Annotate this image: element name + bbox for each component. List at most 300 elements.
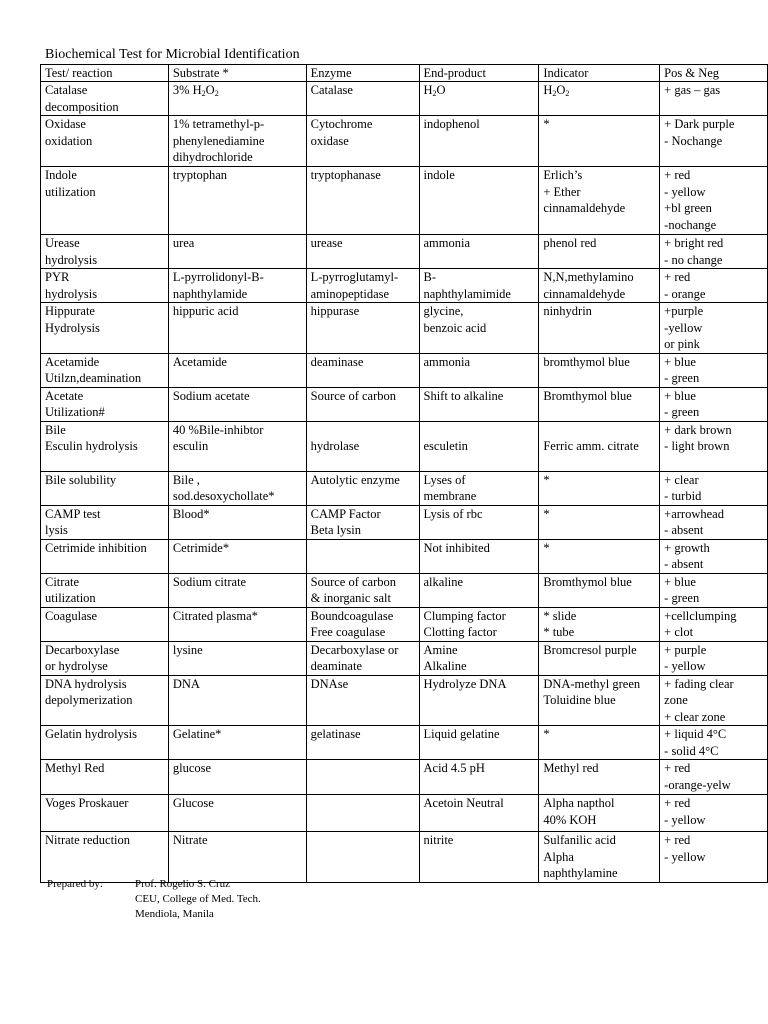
cell-line: Bile	[45, 422, 66, 437]
table-row	[41, 471, 768, 505]
table-row	[41, 607, 768, 641]
cell-line: indophenol	[423, 117, 480, 131]
table-row	[41, 353, 768, 387]
cell-end-product	[419, 795, 539, 832]
cell-line: Boundcoagulase	[310, 608, 394, 623]
preparer-location: Mendiola, Manila	[135, 908, 214, 920]
cell-line: Source of carbon	[310, 574, 397, 589]
cell-test-reaction	[41, 760, 169, 795]
cell-line	[311, 422, 417, 439]
cell-line: Methyl red	[543, 761, 599, 775]
cell-line: Hydrolysis	[45, 320, 100, 335]
cell-line: Lysis of rbc	[423, 506, 483, 521]
cell-end-product	[419, 726, 539, 760]
cell-enzyme	[306, 471, 419, 505]
table-row	[41, 167, 768, 235]
cell-test-reaction	[41, 505, 169, 539]
cell-line: + gas – gas	[664, 83, 721, 97]
cell-line: Gelatin hydrolysis	[45, 727, 138, 741]
cell-line: - green	[664, 591, 700, 605]
cell-line: naphthylamine	[543, 866, 618, 880]
cell-line: dihydrochloride	[172, 150, 253, 164]
cell-end-product	[419, 607, 539, 641]
cell-line: Citrate	[45, 574, 80, 589]
cell-line: Alkaline	[423, 659, 467, 673]
cell-line: Liquid gelatine	[423, 727, 500, 741]
cell-test-reaction	[41, 675, 169, 726]
cell-line: + blue	[664, 574, 696, 589]
cell-line: hydrolase	[310, 439, 360, 453]
cell-line: Hippurate	[45, 304, 95, 318]
table-row	[41, 641, 768, 675]
cell-end-product	[419, 573, 539, 607]
cell-line: + Ether	[543, 184, 581, 199]
cell-enzyme	[306, 641, 419, 675]
cell-end-product	[419, 505, 539, 539]
cell-pos-neg	[660, 760, 768, 795]
table-header-row	[41, 65, 768, 82]
cell-line: Utilization#	[45, 405, 105, 419]
table-row	[41, 832, 768, 883]
cell-indicator	[539, 607, 660, 641]
cell-line: DNA hydrolysis	[45, 676, 127, 691]
cell-line: glucose	[172, 761, 212, 775]
table-row	[41, 675, 768, 726]
cell-pos-neg	[660, 167, 768, 235]
cell-line: $H_2O_2$	[543, 83, 570, 98]
cell-indicator	[539, 235, 660, 269]
cell-line: cinnamaldehyde	[543, 201, 626, 215]
cell-line: L-pyrroglutamyl-	[310, 270, 399, 284]
cell-enzyme	[306, 269, 419, 303]
cell-substrate	[168, 573, 306, 607]
cell-line: Utilzn,deamination	[45, 371, 142, 385]
cell-indicator	[539, 421, 660, 471]
cell-pos-neg	[660, 505, 768, 539]
cell-indicator	[539, 726, 660, 760]
cell-end-product	[419, 421, 539, 471]
cell-line: Acetoin Neutral	[423, 796, 504, 810]
preparer-name: Prof. Rogelio S. Cruz	[135, 878, 231, 890]
cell-line	[311, 540, 417, 557]
cell-line: Not inhibited	[423, 540, 490, 555]
cell-pos-neg	[660, 539, 768, 573]
header-test-reaction: Test/ reaction	[41, 65, 169, 82]
cell-line: 40 %Bile-inhibtor	[172, 422, 264, 437]
cell-line: phenol red	[543, 236, 597, 250]
cell-line: utilization	[45, 591, 96, 605]
cell-enzyme	[306, 607, 419, 641]
cell-pos-neg	[660, 303, 768, 354]
cell-pos-neg	[660, 641, 768, 675]
cell-substrate	[168, 675, 306, 726]
cell-enzyme	[306, 353, 419, 387]
cell-line: hippuric acid	[172, 304, 239, 318]
cell-substrate	[168, 353, 306, 387]
cell-line: Decarboxylase	[45, 642, 120, 657]
header-indicator: Indicator	[539, 65, 660, 82]
cell-pos-neg	[660, 607, 768, 641]
cell-line: ninhydrin	[543, 304, 592, 318]
cell-line: or pink	[664, 337, 700, 351]
cell-line: Acetamide	[45, 354, 100, 369]
cell-line: - yellow	[664, 184, 706, 199]
cell-test-reaction	[41, 641, 169, 675]
cell-substrate	[168, 471, 306, 505]
cell-line: +bl green	[664, 201, 712, 215]
cell-line: - solid 4°C	[664, 743, 719, 758]
cell-test-reaction	[41, 235, 169, 269]
cell-line: & inorganic salt	[310, 591, 391, 605]
cell-line: Citrated plasma*	[172, 608, 258, 623]
cell-line: 1% tetramethyl-p-	[172, 117, 265, 131]
cell-substrate	[168, 505, 306, 539]
cell-line: lysis	[45, 523, 68, 537]
cell-line: Catalase	[45, 83, 88, 97]
cell-line: - absent	[664, 523, 704, 537]
cell-end-product	[419, 303, 539, 354]
cell-line: Methyl Red	[45, 761, 105, 775]
cell-line: + blue	[664, 354, 696, 369]
cell-line: glycine,	[423, 304, 464, 318]
cell-line: sod.desoxychollate*	[172, 489, 275, 503]
cell-line: * tube	[543, 625, 575, 639]
cell-pos-neg	[660, 353, 768, 387]
cell-pos-neg	[660, 421, 768, 471]
cell-end-product	[419, 675, 539, 726]
cell-test-reaction	[41, 303, 169, 354]
cell-enzyme	[306, 421, 419, 471]
cell-line: hydrolysis	[45, 286, 98, 301]
cell-line: + liquid 4°C	[664, 727, 727, 741]
cell-line: aminopeptidase	[310, 286, 390, 301]
cell-line: esculetin	[423, 439, 468, 453]
cell-line: *	[543, 727, 550, 741]
cell-pos-neg	[660, 116, 768, 167]
preparer-institution: CEU, College of Med. Tech.	[135, 893, 261, 905]
cell-indicator	[539, 760, 660, 795]
cell-line: Clumping factor	[423, 608, 506, 623]
cell-line: Cytochrome	[310, 117, 373, 131]
cell-line: Gelatine*	[172, 727, 222, 741]
cell-line: Indole	[45, 168, 77, 182]
cell-indicator	[539, 675, 660, 726]
cell-line: - green	[664, 371, 700, 385]
cell-pos-neg	[660, 269, 768, 303]
cell-enzyme	[306, 82, 419, 116]
cell-line: Blood*	[172, 506, 210, 521]
cell-enzyme	[306, 539, 419, 573]
cell-line: - light brown	[664, 439, 730, 453]
cell-line: CAMP test	[45, 506, 101, 521]
cell-enzyme	[306, 167, 419, 235]
document-title: Biochemical Test for Microbial Identification	[45, 47, 300, 62]
cell-line: - green	[664, 405, 700, 419]
cell-enzyme	[306, 387, 419, 421]
cell-substrate	[168, 760, 306, 795]
cell-line: 3% $H_2O_2$	[172, 83, 219, 98]
cell-line: DNAse	[310, 676, 349, 691]
cell-line	[311, 760, 417, 777]
cell-line: Nitrate reduction	[45, 833, 131, 847]
cell-line: + bright red	[664, 236, 724, 250]
cell-indicator	[539, 387, 660, 421]
cell-line: Nitrate	[172, 833, 208, 847]
cell-line: L-pyrrolidonyl-B-	[172, 270, 264, 284]
cell-line: urease	[310, 236, 343, 250]
cell-line: Alpha napthol	[543, 796, 615, 810]
table-row	[41, 387, 768, 421]
cell-indicator	[539, 795, 660, 832]
cell-pos-neg	[660, 82, 768, 116]
cell-line: alkaline	[423, 574, 464, 589]
cell-line: ammonia	[423, 236, 471, 250]
cell-line: + red	[664, 761, 691, 775]
header-end-product: End-product	[419, 65, 539, 82]
cell-line: -yellow	[664, 320, 703, 335]
table-row	[41, 573, 768, 607]
cell-end-product	[419, 116, 539, 167]
cell-substrate	[168, 832, 306, 883]
cell-enzyme	[306, 235, 419, 269]
cell-line: depolymerization	[45, 693, 133, 707]
cell-line: + purple	[664, 642, 707, 657]
cell-test-reaction	[41, 167, 169, 235]
table-row	[41, 539, 768, 573]
cell-end-product	[419, 539, 539, 573]
cell-line: Acid 4.5 pH	[423, 761, 485, 775]
table-row	[41, 760, 768, 795]
cell-test-reaction	[41, 421, 169, 471]
cell-line: Cetrimide inhibition	[45, 540, 147, 555]
cell-line: - yellow	[664, 812, 706, 827]
cell-line: Oxidase	[45, 117, 86, 131]
cell-end-product	[419, 641, 539, 675]
cell-line: Coagulase	[45, 608, 98, 623]
cell-test-reaction	[41, 269, 169, 303]
cell-line: + clear	[664, 472, 699, 487]
cell-line: Acetamide	[172, 354, 227, 369]
cell-end-product	[419, 353, 539, 387]
cell-line: Free coagulase	[310, 625, 386, 639]
cell-line: + red	[664, 833, 691, 847]
cell-line: + red	[664, 270, 691, 284]
cell-line: +cellclumping	[664, 608, 737, 623]
cell-substrate	[168, 795, 306, 832]
cell-line: - absent	[664, 557, 704, 571]
cell-line: Beta lysin	[310, 523, 361, 537]
prepared-by-label: Prepared by:	[47, 878, 103, 890]
cell-test-reaction	[41, 539, 169, 573]
cell-line: urea	[172, 236, 195, 250]
cell-line: - yellow	[664, 849, 706, 864]
cell-line: + Dark purple	[664, 117, 735, 131]
cell-line: Source of carbon	[310, 388, 397, 403]
header-substrate: Substrate *	[168, 65, 306, 82]
cell-line: Cetrimide*	[172, 540, 230, 555]
table-row	[41, 235, 768, 269]
cell-line: Catalase	[310, 83, 353, 97]
cell-line: Amine	[423, 642, 458, 657]
cell-end-product	[419, 832, 539, 883]
cell-line: tryptophanase	[310, 168, 381, 182]
cell-end-product	[419, 760, 539, 795]
cell-substrate	[168, 641, 306, 675]
cell-line: benzoic acid	[423, 320, 487, 335]
cell-enzyme	[306, 832, 419, 883]
cell-pos-neg	[660, 795, 768, 832]
cell-pos-neg	[660, 387, 768, 421]
cell-indicator	[539, 269, 660, 303]
cell-enzyme	[306, 573, 419, 607]
cell-test-reaction	[41, 471, 169, 505]
cell-line: DNA-methyl green	[543, 676, 641, 691]
cell-test-reaction	[41, 387, 169, 421]
cell-substrate	[168, 303, 306, 354]
cell-substrate	[168, 421, 306, 471]
cell-line: Shift to alkaline	[423, 388, 504, 403]
cell-line: N,N,methylamino	[543, 270, 634, 284]
cell-test-reaction	[41, 82, 169, 116]
cell-line: +purple	[664, 304, 704, 318]
cell-substrate	[168, 167, 306, 235]
cell-line: ammonia	[423, 354, 471, 369]
cell-line: hippurase	[310, 304, 360, 318]
cell-line: + clear zone	[664, 709, 726, 724]
cell-line: B-	[423, 270, 436, 284]
cell-line: CAMP Factor	[310, 506, 381, 521]
cell-pos-neg	[660, 675, 768, 726]
cell-line	[543, 422, 657, 439]
cell-line: DNA	[172, 676, 200, 691]
cell-substrate	[168, 539, 306, 573]
cell-line: decomposition	[45, 99, 119, 114]
cell-substrate	[168, 235, 306, 269]
table-body	[41, 82, 768, 883]
header-pos-neg: Pos & Neg	[660, 65, 768, 82]
cell-enzyme	[306, 505, 419, 539]
cell-line: cinnamaldehyde	[543, 286, 626, 301]
table-row	[41, 116, 768, 167]
cell-pos-neg	[660, 471, 768, 505]
cell-indicator	[539, 353, 660, 387]
cell-line: Toluidine blue	[543, 693, 616, 707]
cell-line: Acetate	[45, 388, 84, 403]
cell-line: *	[543, 472, 550, 487]
cell-indicator	[539, 641, 660, 675]
cell-line: oxidase	[310, 133, 349, 148]
cell-line: Lyses of	[423, 472, 466, 487]
cell-test-reaction	[41, 116, 169, 167]
cell-substrate	[168, 607, 306, 641]
cell-line: *	[543, 540, 550, 555]
cell-line: tryptophan	[172, 168, 228, 182]
cell-line: gelatinase	[310, 727, 361, 741]
cell-line: Bile solubility	[45, 472, 117, 487]
cell-test-reaction	[41, 353, 169, 387]
cell-test-reaction	[41, 607, 169, 641]
cell-substrate	[168, 116, 306, 167]
cell-indicator	[539, 471, 660, 505]
cell-line: Hydrolyze DNA	[423, 676, 507, 691]
cell-indicator	[539, 539, 660, 573]
cell-end-product	[419, 82, 539, 116]
cell-line: Clotting factor	[423, 625, 497, 639]
cell-substrate	[168, 82, 306, 116]
cell-enzyme	[306, 795, 419, 832]
cell-substrate	[168, 269, 306, 303]
cell-line: deaminase	[310, 354, 364, 369]
cell-indicator	[539, 167, 660, 235]
cell-line: + fading clear	[664, 676, 734, 691]
cell-enzyme	[306, 116, 419, 167]
cell-line: Esculin hydrolysis	[45, 439, 138, 453]
cell-line: bromthymol blue	[543, 354, 630, 369]
cell-enzyme	[306, 760, 419, 795]
table-row	[41, 269, 768, 303]
cell-line: - yellow	[664, 659, 706, 673]
cell-line: Bile ,	[172, 472, 200, 487]
cell-line	[311, 795, 417, 812]
table-row	[41, 303, 768, 354]
cell-line: membrane	[423, 489, 477, 503]
cell-line: -orange-yelw	[664, 777, 731, 792]
cell-end-product	[419, 387, 539, 421]
cell-pos-neg	[660, 235, 768, 269]
cell-line: + growth	[664, 540, 710, 555]
cell-line: Voges Proskauer	[45, 796, 129, 810]
cell-line: Erlich’s	[543, 168, 583, 182]
table-row	[41, 421, 768, 471]
cell-line: utilization	[45, 184, 96, 199]
cell-indicator	[539, 832, 660, 883]
cell-enzyme	[306, 303, 419, 354]
cell-indicator	[539, 303, 660, 354]
cell-line: phenylenediamine	[172, 133, 265, 148]
cell-line: Sodium acetate	[172, 388, 250, 403]
table-row	[41, 795, 768, 832]
cell-line: + red	[664, 796, 691, 810]
cell-indicator	[539, 573, 660, 607]
header-enzyme: Enzyme	[306, 65, 419, 82]
cell-indicator	[539, 505, 660, 539]
cell-line: Alpha	[543, 849, 574, 864]
cell-line: naphthylamimide	[423, 286, 511, 301]
cell-end-product	[419, 235, 539, 269]
cell-line: +arrowhead	[664, 506, 724, 521]
cell-line: indole	[423, 168, 455, 182]
cell-end-product	[419, 471, 539, 505]
cell-end-product	[419, 167, 539, 235]
table-row	[41, 726, 768, 760]
cell-line	[424, 422, 537, 439]
cell-test-reaction	[41, 832, 169, 883]
cell-substrate	[168, 387, 306, 421]
cell-line: nitrite	[423, 833, 454, 847]
cell-line: Urease	[45, 236, 80, 250]
cell-line: Bromcresol purple	[543, 642, 637, 657]
cell-line: - no change	[664, 252, 723, 267]
cell-indicator	[539, 116, 660, 167]
cell-line: *	[543, 506, 550, 521]
cell-line: - orange	[664, 286, 706, 301]
cell-line: oxidation	[45, 133, 93, 148]
cell-line: + dark brown	[664, 422, 732, 437]
cell-line: Autolytic enzyme	[310, 472, 400, 487]
cell-enzyme	[306, 726, 419, 760]
cell-line: - turbid	[664, 489, 702, 503]
cell-line: Sulfanilic acid	[543, 833, 616, 847]
